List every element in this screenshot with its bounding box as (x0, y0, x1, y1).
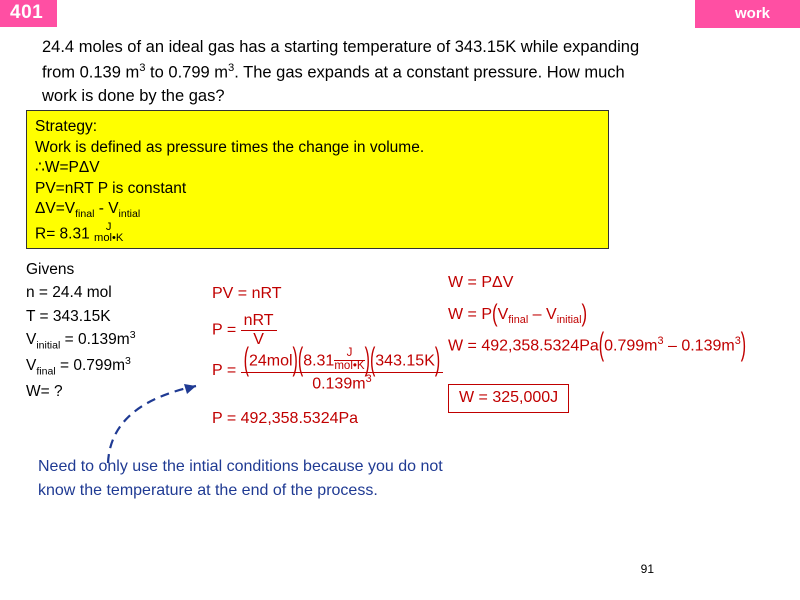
problem-line-2b: to 0.799 m (145, 63, 229, 82)
work-pressure-value: W = 492,358.5324Pa (448, 337, 599, 355)
work-vfinal-sub: final (508, 314, 529, 327)
given-work-unknown: W= ? (26, 382, 63, 400)
eq-ideal-gas: PV = nRT (212, 285, 282, 302)
slide-number-badge: 401 (0, 0, 57, 27)
note-line-2: know the temperature at the end of the process. (38, 482, 378, 499)
strategy-box (26, 110, 609, 249)
dv-sub-initial: intial (118, 208, 141, 221)
moles-text: 24mol (248, 352, 293, 370)
eq-solve-for-p-lhs: P = (212, 321, 237, 339)
work-sub-left-paren: ( (598, 328, 605, 363)
v-initial-sub: initial (36, 339, 61, 351)
r-units-numerator: J (105, 220, 112, 233)
right-paren-1: ) (292, 343, 298, 378)
problem-statement (42, 36, 752, 109)
work-vfinal-value: 0.799m (604, 337, 658, 355)
volume-denominator-sup: 3 (365, 373, 372, 386)
dv-sub-final: final (75, 208, 95, 221)
p-substitution-lhs: P = (212, 361, 237, 379)
eq-work-definition: W = PΔV (448, 274, 514, 291)
p-substitution-denominator (241, 373, 444, 393)
problem-line-2a: from 0.139 m (42, 63, 140, 82)
strategy-line-4 (35, 199, 600, 221)
problem-line-1: 24.4 moles of an ideal gas has a starting temperature of 343.15K while expanding (42, 38, 640, 56)
v-final-symbol: V (26, 356, 37, 374)
right-paren-2: ) (364, 343, 370, 378)
work-vinitial-sup: 3 (734, 335, 741, 348)
work-derivation (448, 268, 746, 362)
dv-minus: - V (94, 200, 119, 218)
explanatory-note (38, 455, 598, 503)
nrt-numerator: nRT (241, 312, 277, 331)
note-line-1: Need to only use the intial conditions because you do not (38, 458, 443, 475)
work-right-paren: ) (581, 299, 588, 328)
left-paren-3: ( (369, 343, 376, 378)
right-paren-3: ) (434, 343, 441, 378)
dv-lhs: ΔV=V (35, 200, 76, 218)
work-sub-right-paren: ) (740, 328, 747, 363)
v-final-sup: 3 (125, 354, 131, 367)
problem-line-2c: . The gas expands at a constant pressure. How much (234, 63, 625, 82)
r-units-fraction (94, 222, 123, 244)
v-denominator: V (253, 330, 264, 348)
work-left-paren: ( (492, 299, 498, 328)
pressure-substitution (212, 343, 443, 393)
p-substitution-numerator (241, 343, 444, 378)
r-units-den: mol•K (334, 359, 365, 372)
v-initial-value: = 0.139m (60, 330, 130, 348)
v-final-value: = 0.799m (55, 356, 126, 374)
given-temperature: T = 343.15K (26, 307, 111, 325)
strategy-line-1: Work is defined as pressure times the change in volume. (35, 138, 425, 156)
volume-denominator-value: 0.139m (312, 375, 366, 393)
v-initial-sup: 3 (129, 328, 136, 341)
r-constant-value: 8.31 (303, 352, 335, 370)
work-vfinal-sup: 3 (657, 335, 664, 348)
givens-title: Givens (26, 261, 75, 278)
r-constant-units (334, 348, 364, 372)
given-moles: n = 24.4 mol (26, 284, 112, 302)
left-paren-1: ( (243, 343, 249, 378)
left-paren-2: ( (297, 343, 304, 378)
strategy-title: Strategy: (35, 118, 98, 135)
work-expanded-lhs: W = P (448, 306, 493, 324)
pressure-derivation (212, 282, 282, 348)
final-answer-box: W = 325,000J (448, 384, 569, 413)
strategy-line-5 (35, 222, 600, 245)
given-v-initial (26, 328, 136, 354)
problem-sup-2: 3 (228, 61, 235, 74)
strategy-line-2: ∴W=PΔV (35, 159, 100, 177)
dashed-arrow-icon (88, 358, 238, 468)
work-vinitial-sub: initial (556, 314, 582, 327)
eq-work-expanded (448, 298, 746, 331)
work-vfinal: V (497, 306, 509, 324)
strategy-line-3: PV=nRT P is constant (35, 179, 187, 197)
work-minus-vinitial: – V (528, 306, 557, 324)
eq-solve-for-p (212, 312, 282, 348)
page-number: 91 (640, 562, 654, 576)
nrt-over-v-fraction (241, 312, 277, 348)
temperature-text: 343.15K (375, 352, 435, 370)
work-vinitial-value: – 0.139m (663, 337, 735, 355)
problem-line-3: work is done by the gas? (42, 87, 225, 106)
r-units-denominator: mol•K (94, 231, 124, 244)
v-initial-symbol: V (26, 330, 37, 348)
topic-badge: work (695, 0, 800, 28)
problem-sup-1: 3 (139, 61, 146, 74)
v-final-sub: final (36, 365, 56, 378)
r-value: R= 8.31 (35, 224, 95, 242)
p-substitution-fraction (241, 343, 444, 393)
eq-pressure-result: P = 492,358.5324Pa (212, 410, 359, 427)
r-units-num: J (346, 347, 353, 359)
